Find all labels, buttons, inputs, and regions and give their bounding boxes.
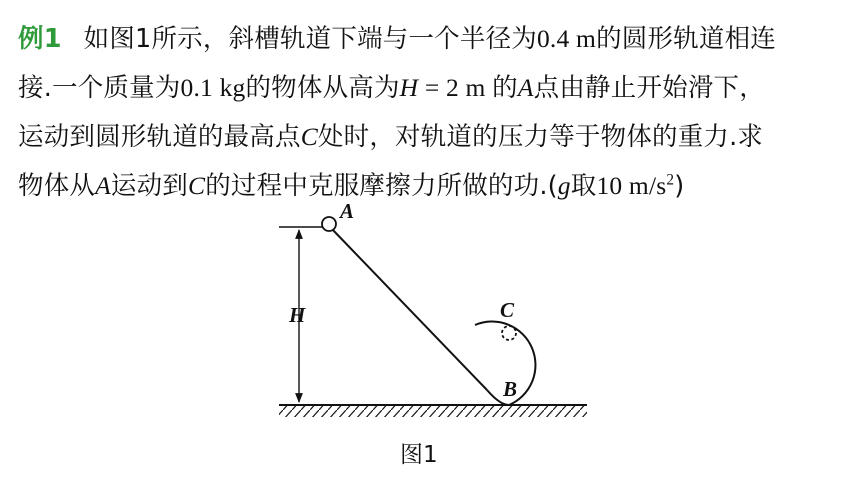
gravity-variable: g — [557, 171, 571, 200]
text-segment: 的物体从高为 — [245, 73, 400, 103]
text-segment: 点由静止开始滑下， — [533, 73, 765, 103]
example-label: 例1 — [18, 24, 62, 54]
object-at-a — [322, 217, 336, 231]
text-segment: 运动到圆形轨道的最高点 — [18, 122, 301, 152]
text-segment: 运动到 — [110, 171, 188, 201]
height-variable: H — [399, 73, 419, 102]
ground-hatching — [279, 406, 587, 417]
mass-value: 0.1 kg — [180, 73, 246, 102]
problem-line-2 — [18, 63, 848, 112]
text-segment: 如图1所示，斜槽轨道下端与一个半径为 — [83, 24, 537, 54]
inclined-track — [331, 228, 487, 390]
point-a-variable: A — [517, 73, 534, 102]
problem-line-1 — [18, 14, 848, 63]
gravity-exponent: 2 — [666, 171, 675, 189]
figure-caption: 图1 — [400, 442, 438, 468]
label-a: A — [340, 200, 355, 223]
text-segment: 的圆形轨道相连 — [596, 24, 776, 54]
point-c-variable: C — [300, 122, 318, 151]
text-segment: 接.一个质量为 — [18, 73, 181, 103]
text-segment: 物体从 — [18, 171, 96, 201]
problem-line-3 — [18, 112, 848, 161]
text-segment: ) — [674, 171, 685, 201]
text-segment: 的 — [492, 73, 518, 103]
label-h: H — [289, 303, 306, 327]
track-diagram — [265, 200, 605, 430]
text-segment: 处时，对轨道的压力等于物体的重力.求 — [317, 122, 764, 152]
text-segment: 的过程中克服摩擦力所做的功.( — [205, 171, 558, 201]
label-c: C — [500, 298, 515, 322]
radius-value: 0.4 m — [536, 24, 597, 53]
problem-statement — [18, 14, 848, 210]
point-a-variable: A — [95, 171, 111, 200]
text-segment: 取 — [570, 171, 597, 201]
label-b: B — [503, 377, 518, 401]
point-c-variable: C — [188, 171, 206, 200]
height-value: = 2 m — [418, 73, 493, 102]
gravity-value: 10 m/s — [596, 171, 667, 200]
